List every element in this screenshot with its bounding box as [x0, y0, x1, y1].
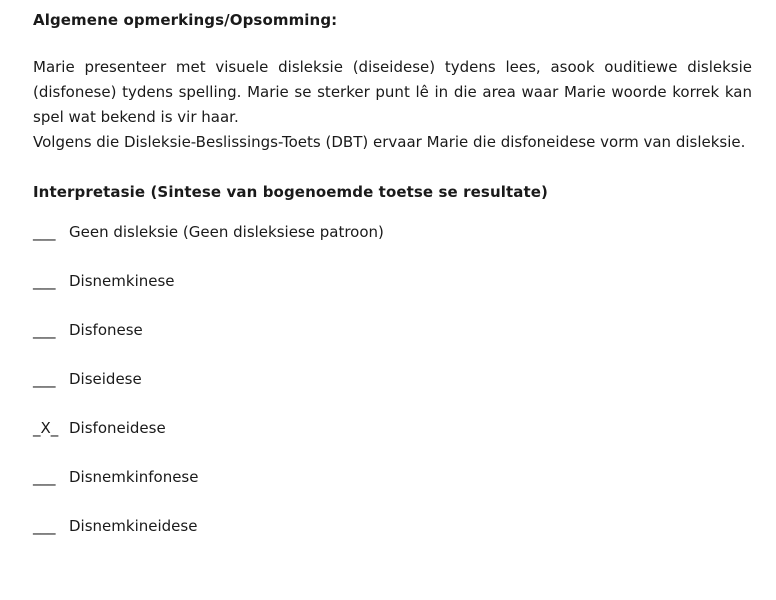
option-mark: ___ [33, 370, 56, 388]
option-mark: ___ [33, 321, 56, 339]
option-mark: ___ [33, 517, 56, 535]
summary-paragraph: Marie presenteer met visuele disleksie (diseidese) tydens lees, asook ouditiewe disleksie (disfonese) tydens spelling. Marie se sterker punt lê in die area waar Marie woorde korrek kan spel wat bekend is vir haar. [33, 58, 752, 126]
summary-text [33, 55, 752, 155]
option-disfonese [33, 319, 752, 368]
option-diseidese [33, 368, 752, 417]
option-label: Disfoneidese [69, 419, 166, 437]
option-label: Disfonese [69, 321, 143, 339]
option-mark: ___ [33, 223, 56, 241]
section-heading: Algemene opmerkings/Opsomming: [33, 11, 338, 29]
summary-paragraph: Volgens die Disleksie-Beslissings-Toets (DBT) ervaar Marie die disfoneidese vorm van disleksie. [33, 133, 746, 151]
option-label: Disnemkinese [69, 272, 175, 290]
interpretation-options [33, 221, 752, 564]
option-label: Geen disleksie (Geen disleksiese patroon) [69, 223, 384, 241]
interpretation-heading: Interpretasie (Sintese van bogenoemde toetse se resultate) [33, 183, 548, 201]
option-disnemkinfonese [33, 466, 752, 515]
option-mark: ___ [33, 468, 56, 486]
option-mark-selected: _X_ [33, 419, 59, 437]
option-mark: ___ [33, 272, 56, 290]
option-geen-disleksie [33, 221, 752, 270]
option-disnemkinese [33, 270, 752, 319]
option-label: Diseidese [69, 370, 142, 388]
option-label: Disnemkinfonese [69, 468, 199, 486]
option-disnemkineidese [33, 515, 752, 564]
option-label: Disnemkineidese [69, 517, 198, 535]
option-disfoneidese [33, 417, 752, 466]
